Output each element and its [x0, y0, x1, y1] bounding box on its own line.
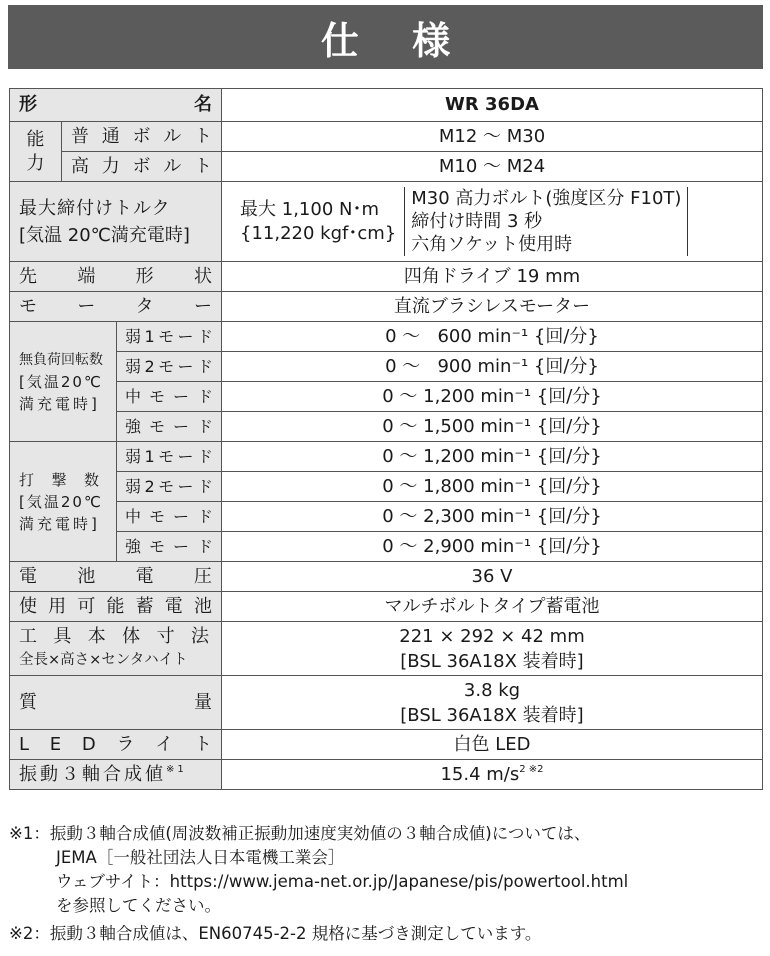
- noload-strong-value: 0 ～ 1,500 min⁻¹ {回/分}: [222, 412, 763, 442]
- tip-value: 四角ドライブ 19 mm: [222, 262, 763, 292]
- capacity-label: 能 力: [26, 128, 45, 174]
- led-value: 白色 LED: [222, 730, 763, 760]
- vibration-label: 振動３軸合成値: [19, 763, 166, 785]
- row-tip: 先 端 形 状 四角ドライブ 19 mm: [10, 262, 763, 292]
- row-vibration: 振動３軸合成値$^{※1}$ 15.4 $m/s^{2 ※2}$: [10, 760, 763, 790]
- row-model: 形 名 WR 36DA: [10, 89, 763, 122]
- impact-mid-value: 0 ～ 2,300 min⁻¹ {回/分}: [222, 502, 763, 532]
- note-1: ※1：振動３軸合成値(周波数補正振動加速度実効値の３軸合成値)については、: [9, 824, 591, 843]
- row-noload-2: 弱 2 モ ー ド 0 ～ 900 min⁻¹ {回/分}: [10, 352, 763, 382]
- torque-kgf: {11,220 kgf･cm}: [240, 222, 397, 244]
- row-noload-4: 強 モ ー ド 0 ～ 1,500 min⁻¹ {回/分}: [10, 412, 763, 442]
- row-impact-1: 打 撃 数 [気温20℃ 満充電時] 弱 1 モ ー ド 0 ～ 1,200 min⁻¹ {回/分}: [10, 442, 763, 472]
- row-voltage: 電 池 電 圧 36 V: [10, 562, 763, 592]
- row-battery: 使 用 可 能 蓄 電 池 マルチボルトタイプ蓄電池: [10, 592, 763, 622]
- capacity-normal-value: M12 ～ M30: [222, 122, 763, 152]
- vibration-value: 15.4 m/s: [440, 763, 520, 785]
- spec-title-bar: [8, 5, 763, 69]
- row-noload-3: 中 モ ー ド 0 ～ 1,200 min⁻¹ {回/分}: [10, 382, 763, 412]
- spec-table: [9, 88, 763, 790]
- voltage-value: 36 V: [222, 562, 763, 592]
- torque-conditions: M30 高力ボルト(強度区分 F10T) 締付け時間 3 秒 六角ソケット使用時: [404, 187, 688, 256]
- note-2: ※2：振動３軸合成値は、EN60745-2-2 規格に基づき測定しています。: [9, 924, 542, 943]
- row-dimensions: 工 具 本 体 寸 法 全長×高さ×センタハイト 221 × 292 × 42 mm [BSL 36A18X 装着時]: [10, 622, 763, 676]
- row-impact-2: 弱 2 モ ー ド 0 ～ 1,800 min⁻¹ {回/分}: [10, 472, 763, 502]
- model-name: WR 36DA: [222, 89, 763, 122]
- row-noload-1: 無負荷回転数 [気温20℃ 満充電時] 弱 1 モ ー ド 0 ～ 600 min⁻¹ {回/分}: [10, 322, 763, 352]
- row-torque: 最大締付けトルク [気温 20℃満充電時] 最大 1,100 N･m {11,220 kgf･cm} M30 高力ボルト(強度区分 F10T) 締付け時間 3 秒 六角ソケット使用時: [10, 182, 763, 262]
- dimensions-value: 221 × 292 × 42 mm: [399, 625, 585, 647]
- noload-weak2-value: 0 ～ 900 min⁻¹ {回/分}: [222, 352, 763, 382]
- mass-value: 3.8 kg: [463, 679, 521, 701]
- noload-weak1-value: 0 ～ 600 min⁻¹ {回/分}: [222, 322, 763, 352]
- row-impact-3: 中 モ ー ド 0 ～ 2,300 min⁻¹ {回/分}: [10, 502, 763, 532]
- impact-strong-value: 0 ～ 2,900 min⁻¹ {回/分}: [222, 532, 763, 562]
- row-motor: モ ー タ ー 直流ブラシレスモーター: [10, 292, 763, 322]
- impact-weak1-value: 0 ～ 1,200 min⁻¹ {回/分}: [222, 442, 763, 472]
- motor-value: 直流ブラシレスモーター: [222, 292, 763, 322]
- row-capacity-normal: 能 力 普 通 ボ ル ト M12 ～ M30: [10, 122, 763, 152]
- spec-title: 仕 様: [320, 18, 471, 63]
- impact-weak2-value: 0 ～ 1,800 min⁻¹ {回/分}: [222, 472, 763, 502]
- row-mass: 質 量 3.8 kg [BSL 36A18X 装着時]: [10, 676, 763, 730]
- row-led: L E D ラ イ ト 白色 LED: [10, 730, 763, 760]
- row-capacity-high: 高 力 ボ ル ト M10 ～ M24: [10, 152, 763, 182]
- battery-value: マルチボルトタイプ蓄電池: [222, 592, 763, 622]
- footnotes: ※1：振動３軸合成値(周波数補正振動加速度実効値の３軸合成値)については、 JEMA［一般社団法人日本電機工業会］ ウェブサイト：https://www.jema-net.or.jp/Japanese/pis/powertool.html を参照してください。 ※2：振動３軸合成値は、EN60745-2-2 規格に基づき測定しています。: [9, 822, 765, 946]
- torque-max: 最大 1,100 N･m: [240, 198, 379, 220]
- capacity-high-value: M10 ～ M24: [222, 152, 763, 182]
- noload-label: 無負荷回転数: [19, 351, 103, 368]
- jema-url: ウェブサイト：https://www.jema-net.or.jp/Japanese/pis/powertool.html: [56, 872, 629, 891]
- noload-mid-value: 0 ～ 1,200 min⁻¹ {回/分}: [222, 382, 763, 412]
- row-impact-4: 強 モ ー ド 0 ～ 2,900 min⁻¹ {回/分}: [10, 532, 763, 562]
- impact-label: 打 撃 数: [19, 470, 99, 489]
